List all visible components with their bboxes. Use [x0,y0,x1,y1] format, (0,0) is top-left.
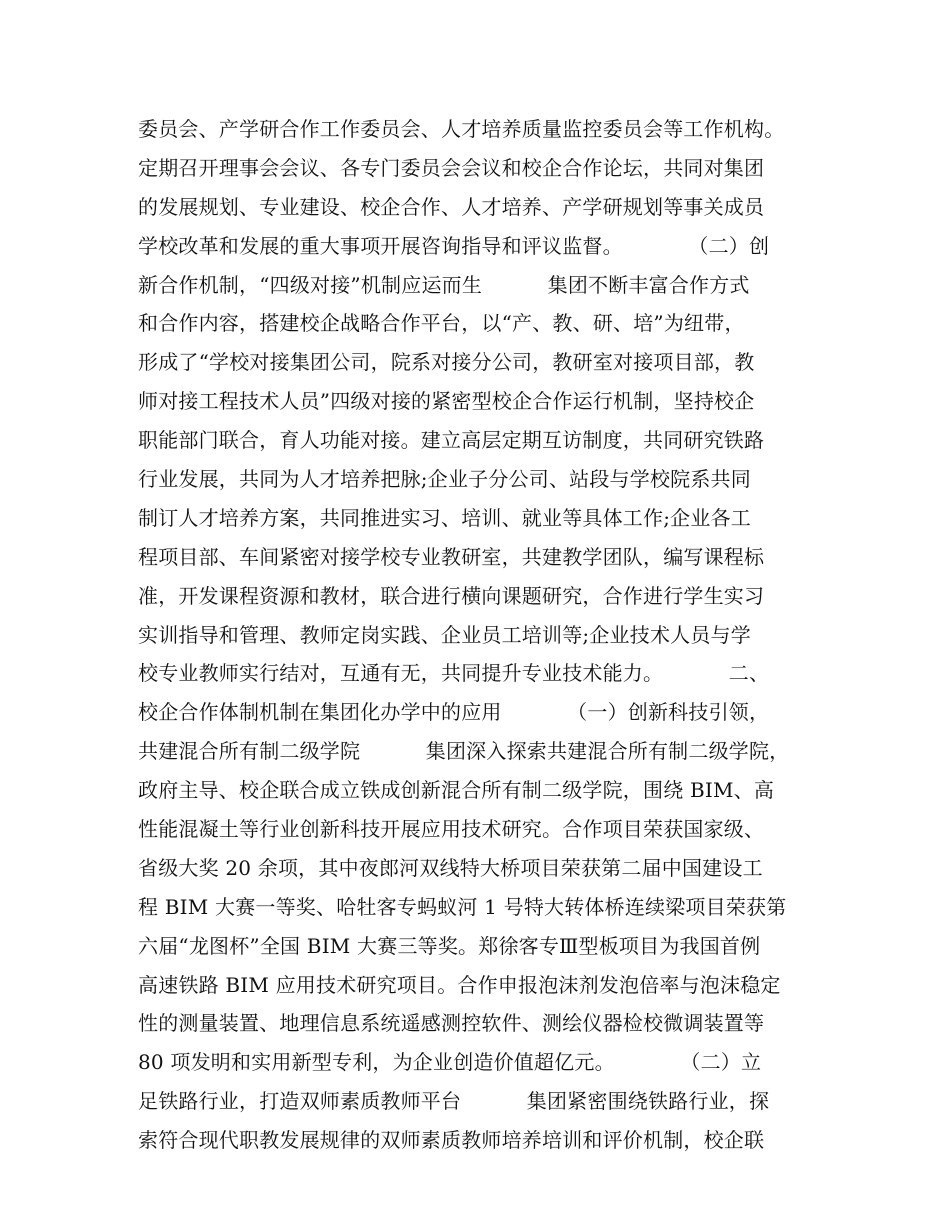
text-line: 新合作机制，“四级对接”机制应运而生 集团不断丰富合作方式 [138,272,750,297]
text-line: 政府主导、校企联合成立铁成创新混合所有制二级学院，围绕 BIM、高 [138,778,775,803]
text-line: 定期召开理事会会议、各专门委员会会议和校企合作论坛，共同对集团 [138,155,765,180]
text-line: 校企合作体制机制在集团化办学中的应用 （一）创新科技引领， [138,700,770,725]
text-line: 准，开发课程资源和教材，联合进行横向课题研究，合作进行学生实习 [138,583,765,608]
text-line: 职能部门联合，育人功能对接。建立高层定期互访制度，共同研究铁路 [138,428,765,453]
text-line: 委员会、产学研合作工作委员会、人才培养质量监控委员会等工作机构。 [138,117,785,141]
text-line: 索符合现代职教发展规律的双师素质教师培养培训和评价机制，校企联 [138,1128,765,1153]
text-line: 足铁路行业，打造双师素质教师平台 集团紧密围绕铁路行业，探 [138,1089,770,1114]
text-line: 制订人才培养方案，共同推进实习、培训、就业等具体工作;企业各工 [138,505,751,530]
text-line: 六届“龙图杯”全国 BIM 大赛三等奖。郑徐客专Ⅲ型板项目为我国首例 [138,933,761,958]
text-line: 80 项发明和实用新型专利，为企业创造价值超亿元。 （二）立 [138,1050,762,1075]
text-line: 程 BIM 大赛一等奖、哈牡客专蚂蚁河 1 号特大转体桥连续梁项目荣获第 [138,894,787,919]
text-line: 省级大奖 20 余项，其中夜郎河双线特大桥项目荣获第二届中国建设工 [138,855,763,880]
text-line: 性能混凝土等行业创新科技开展应用技术研究。合作项目荣获国家级、 [138,817,765,842]
text-line: 和合作内容，搭建校企战略合作平台，以“产、教、研、培”为纽带， [138,311,745,336]
text-line: 的发展规划、专业建设、校企合作、人才培养、产学研规划等事关成员 [138,194,765,219]
text-line: 师对接工程技术人员”四级对接的紧密型校企合作运行机制，坚持校企 [138,389,755,414]
text-line: 共建混合所有制二级学院 集团深入探索共建混合所有制二级学院， [138,739,790,764]
text-line: 性的测量装置、地理信息系统遥感测控软件、测绘仪器检校微调装置等 [138,1011,765,1036]
text-line: 实训指导和管理、教师定岗实践、企业员工培训等;企业技术人员与学 [138,622,751,647]
text-line: 行业发展，共同为人才培养把脉;企业子分公司、站段与学校院系共同 [138,467,751,492]
text-line: 校专业教师实行结对，互通有无，共同提升专业技术能力。 二、 [138,661,770,686]
body-text [138,110,838,1160]
text-line: 程项目部、车间紧密对接学校专业教研室，共建教学团队，编写课程标 [138,544,765,569]
text-line: 形成了“学校对接集团公司，院系对接分公司，教研室对接项目部，教 [138,350,755,375]
text-line: 学校改革和发展的重大事项开展咨询指导和评议监督。 （二）创 [138,233,770,258]
text-line: 高速铁路 BIM 应用技术研究项目。合作申报泡沫剂发泡倍率与泡沫稳定 [138,972,781,997]
